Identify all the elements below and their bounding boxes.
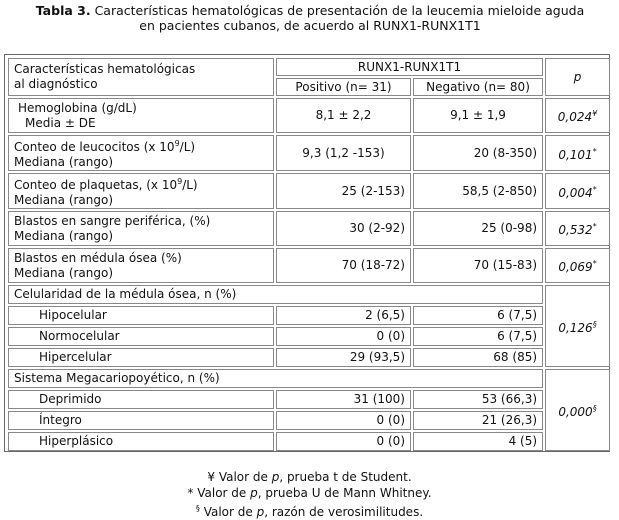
hematology-table bbox=[6, 56, 612, 453]
footnotes bbox=[0, 469, 619, 520]
header-characteristics: Características hematológicas al diagnóstico bbox=[8, 58, 274, 96]
header-row-1 bbox=[8, 58, 610, 76]
header-group: RUNX1-RUNX1T1 bbox=[276, 58, 543, 76]
footnote-mann-whitney: * Valor de p, prueba U de Mann Whitney. bbox=[187, 486, 432, 500]
footnote-t-student: ¥ Valor de p, prueba t de Student. bbox=[207, 470, 412, 484]
header-positive: Positivo (n= 31) bbox=[276, 78, 411, 96]
footnote-likelihood: § Valor de p, razón de verosimilitudes. bbox=[195, 504, 424, 519]
header-p: p bbox=[545, 58, 610, 96]
table-row: Blastos en sangre periférica, (%) Mediana (rango) 30 (2-92) 25 (0-98) 0,532* bbox=[8, 211, 610, 246]
table-row: Íntegro 0 (0) 21 (26,3) bbox=[8, 411, 610, 430]
table-row: Hiperplásico 0 (0) 4 (5) bbox=[8, 432, 610, 451]
table-title bbox=[6, 3, 614, 33]
table-row: Blastos en médula ósea (%) Mediana (rango) 70 (18-72) 70 (15-83) 0,069* bbox=[8, 248, 610, 283]
table-row: Conteo de leucocitos (x $10^9/L$) Mediana (rango) 9,3 (1,2 -153) 20 (8-350) 0,101* bbox=[8, 135, 610, 171]
table-row: Normocelular 0 (0) 6 (7,5) bbox=[8, 327, 610, 346]
table-label: Tabla 3. bbox=[35, 3, 91, 18]
title-line-1: Características hematológicas de presentación de la leucemia mieloide aguda bbox=[94, 3, 585, 18]
section-celularidad: Celularidad de la médula ósea, n (%) 0,126§ bbox=[8, 285, 610, 304]
table-row: Deprimido 31 (100) 53 (66,3) bbox=[8, 390, 610, 409]
table-row: Hipocelular 2 (6,5) 6 (7,5) bbox=[8, 306, 610, 325]
table-row: Hemoglobina (g/dL) Media ± DE 8,1 ± 2,2 9,1 ± 1,9 0,024¥ bbox=[8, 98, 610, 133]
header-negative: Negativo (n= 80) bbox=[413, 78, 543, 96]
table-row: Hipercelular 29 (93,5) 68 (85) bbox=[8, 348, 610, 367]
table-row: Conteo de plaquetas, (x $10^9/L$) Mediana (rango) 25 (2-153) 58,5 (2-850) 0,004* bbox=[8, 173, 610, 209]
section-megacariopoyetico: Sistema Megacariopoyético, n (%) 0,000§ bbox=[8, 369, 610, 388]
title-line-2: en pacientes cubanos, de acuerdo al RUNX1-RUNX1T1 bbox=[139, 18, 481, 33]
